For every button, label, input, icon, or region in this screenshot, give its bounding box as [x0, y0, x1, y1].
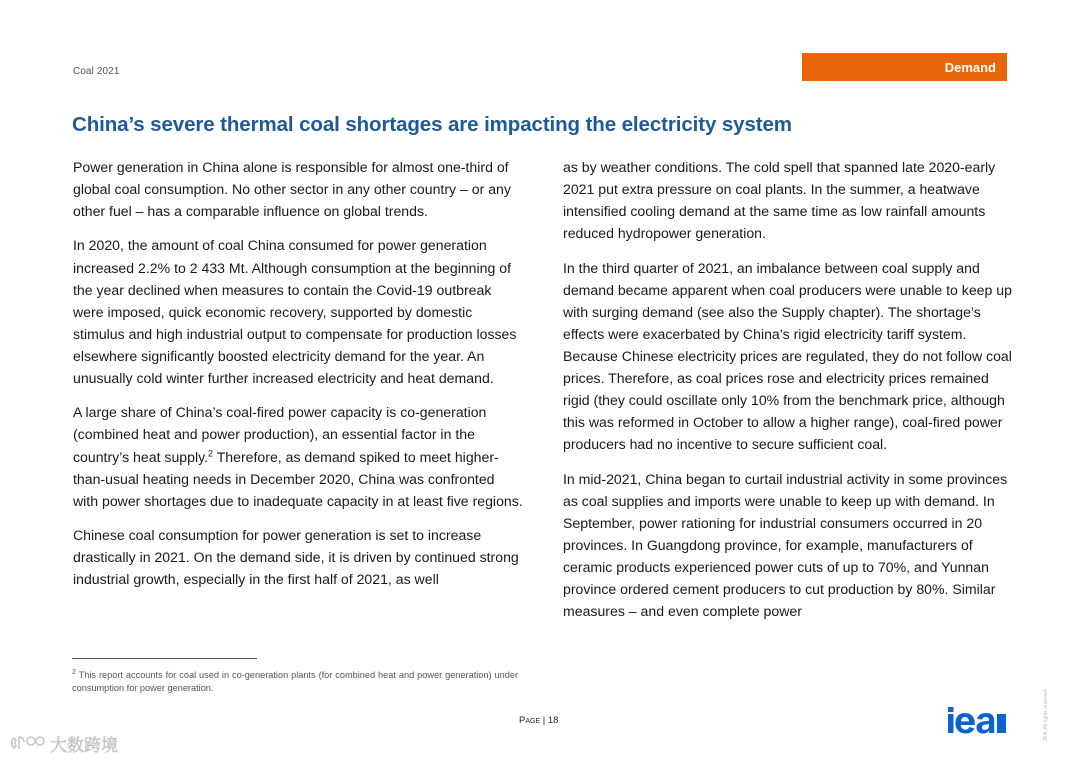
report-name: Coal 2021 [73, 66, 120, 77]
rights-notice: IEA. All rights reserved. [1043, 688, 1049, 740]
page-number [519, 715, 558, 726]
paragraph: as by weather conditions. The cold spell that spanned late 2020-early 2021 put extra pressure on coal plants. In the summer, a heatwave intensified cooling demand at the same time as low rainfall amounts reduced hydropower generation. [563, 159, 996, 242]
footnote [72, 666, 518, 695]
paragraph-text: Therefore, as demand spiked to meet higher-than-usual heating needs in December 2020, China was confronted with power shortages due to inadequate capacity in at least five regions. [73, 448, 523, 509]
watermark-text: 大数跨境 [50, 735, 118, 756]
watermark [10, 733, 118, 756]
page-title: China’s severe thermal coal shortages are impacting the electricity system [72, 113, 792, 136]
page-label: Page [519, 715, 541, 726]
right-column [563, 156, 1013, 634]
paragraph: Chinese coal consumption for power generation is set to increase drastically in 2021. On the demand side, it is driven by continued strong industrial growth, especially in the first half of 2021, as well [73, 526, 519, 588]
paragraph-text: A large share of China’s coal-fired power capacity is co-generation (combined heat and power production), an essential factor in the country’s heat supply. [73, 404, 487, 465]
watermark-logo-icon [10, 734, 46, 752]
left-column [73, 156, 523, 602]
page-separator: | [540, 715, 548, 726]
iea-logo[interactable] [945, 705, 1009, 735]
paragraph: In the third quarter of 2021, an imbalance between coal supply and demand became apparent when coal producers were unable to keep up with surging demand (see also the Supply chapter). The shortage’s effects were exacerbated by China’s rigid electricity tariff system. Because Chinese electricity prices are regulated, they do not follow coal prices. Therefore, as coal prices rose and electricity prices remained rigid (they could oscillate only 10% from the benchmark price, although this was reformed in October to allow a higher range), coal-fired power producers had no incentive to secure sufficient coal. [563, 259, 1012, 453]
page-number-value: 18 [547, 715, 559, 726]
paragraph: In 2020, the amount of coal China consumed for power generation increased 2.2% to 2 433 Mt. Although consumption at the beginning of the year declined when measures to contain the Covid-19 outbreak were imposed, quick economic recovery, supported by domestic stimulus and high industrial output to compensate for production losses elsewhere significantly boosted electricity demand for the year. An unusually cold winter further increased electricity and heat demand. [73, 237, 517, 387]
footnote-reference[interactable]: 2 [208, 447, 214, 458]
paragraph: In mid-2021, China began to curtail industrial activity in some provinces as coal supplies and imports were unable to keep up with demand. In September, power rationing for industrial consumers occurred in 20 provinces. In Guangdong province, for example, manufacturers of ceramic products experienced power cuts of up to 70%, and Yunnan province ordered cement producers to cut production by 80%. Similar measures – and even complete power [563, 470, 1008, 620]
section-tab-demand: Demand [802, 53, 1007, 81]
paragraph: Power generation in China alone is responsible for almost one-third of global coal consumption. No other sector in any other country – or any other fuel – has a comparable influence on global trends. [73, 159, 511, 220]
footnote-divider [72, 658, 257, 659]
footnote-text: This report accounts for coal used in co-generation plants (for combined heat and power generation) under consumption for power generation. [72, 670, 518, 694]
footnote-number: 2 [72, 669, 76, 676]
paragraph [73, 401, 523, 511]
